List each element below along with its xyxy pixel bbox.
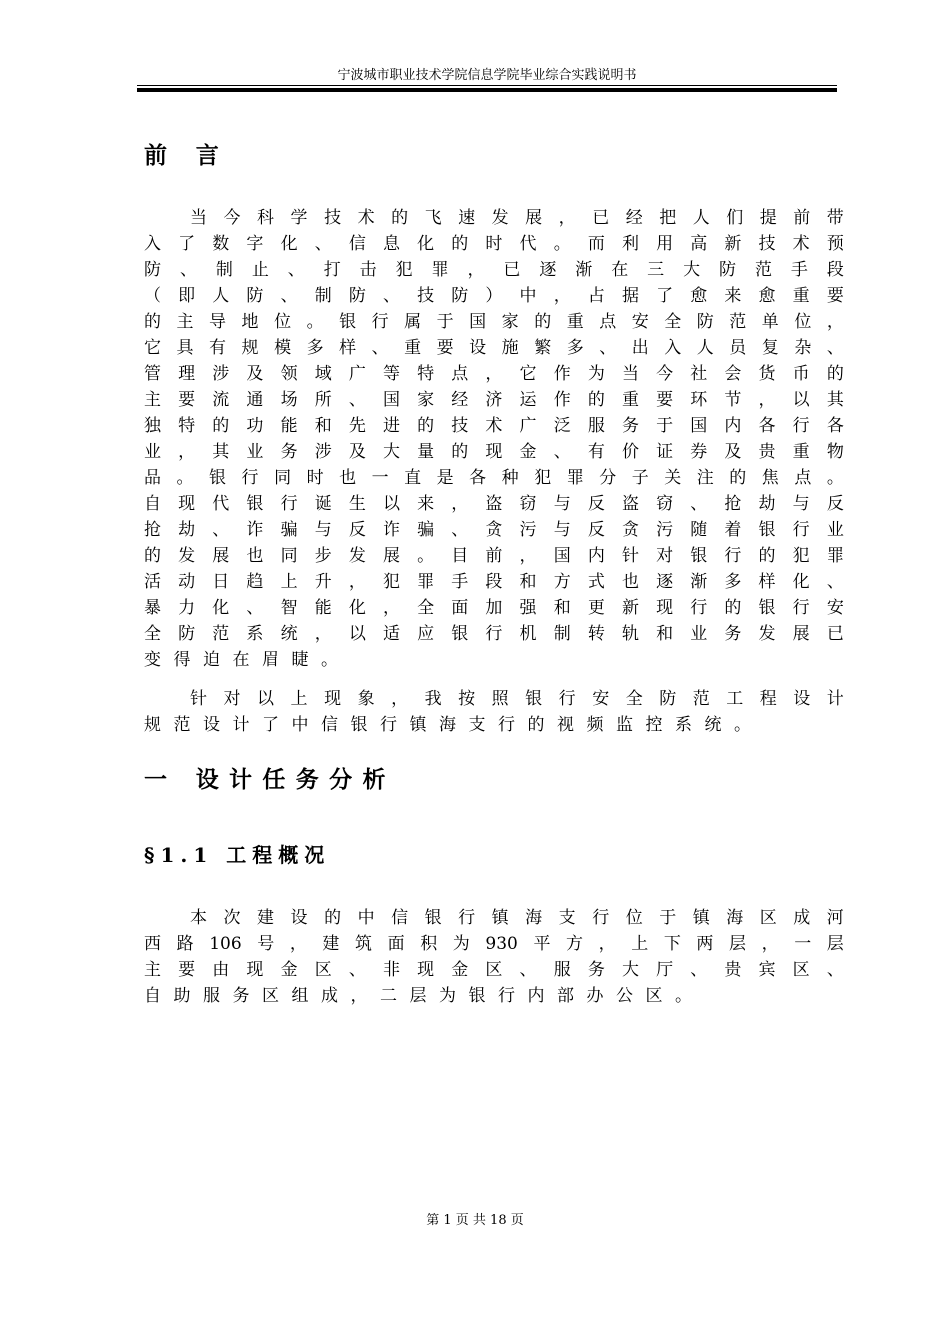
header-rule-thick (137, 88, 837, 92)
text-line: （ 即 人 防 、 制 防 、 技 防 ） 中 ， 占 据 了 愈 来 愈 重 要 (144, 286, 844, 306)
text-line: 它 具 有 规 模 多 样 、 重 要 设 施 繁 多 、 出 入 人 员 复 杂 、 (144, 338, 844, 358)
text-line: 当 今 科 学 技 术 的 飞 速 发 展 ， 已 经 把 人 们 提 前 带 (190, 208, 844, 228)
page-footer: 第 1 页 共 18 页 (426, 1213, 524, 1228)
text-line: 自 现 代 银 行 诞 生 以 来 ， 盗 窃 与 反 盗 窃 、 抢 劫 与 反 (144, 494, 844, 514)
text-line: 业 ， 其 业 务 涉 及 大 量 的 现 金 、 有 价 证 券 及 贵 重 物 (144, 442, 844, 462)
section-1-1-heading: §1.1 工程概况 (144, 843, 331, 867)
text-line: 西 路 106 号 ， 建 筑 面 积 为 930 平 方 ， 上 下 两 层 ， 一 层 (144, 934, 844, 954)
text-line: 变 得 迫 在 眉 睫 。 (144, 650, 338, 670)
text-line: 的 主 导 地 位 。 银 行 属 于 国 家 的 重 点 安 全 防 范 单 位 ， (144, 312, 844, 332)
text-line: 自 助 服 务 区 组 成 ， 二 层 为 银 行 内 部 办 公 区 。 (144, 986, 692, 1006)
text-line: 的 发 展 也 同 步 发 展 。 目 前 ， 国 内 针 对 银 行 的 犯 罪 (144, 546, 844, 566)
chapter-1-heading: 一 设计任务分析 (144, 766, 396, 793)
text-line: 规 范 设 计 了 中 信 银 行 镇 海 支 行 的 视 频 监 控 系 统 。 (144, 715, 751, 735)
header-rule-thin (137, 85, 837, 86)
text-line: 入 了 数 字 化 、 信 息 化 的 时 代 。 而 利 用 高 新 技 术 预 (144, 234, 844, 254)
text-line: 独 特 的 功 能 和 先 进 的 技 术 广 泛 服 务 于 国 内 各 行 各 (144, 416, 844, 436)
preface-paragraph-1 (144, 205, 844, 673)
preface-heading: 前 言 (144, 142, 230, 169)
preface-paragraph-2 (144, 686, 844, 738)
page-header: 宁波城市职业技术学院信息学院毕业综合实践说明书 (337, 68, 637, 83)
text-line: 主 要 流 通 场 所 、 国 家 经 济 运 作 的 重 要 环 节 ， 以 其 (144, 390, 844, 410)
text-line: 本 次 建 设 的 中 信 银 行 镇 海 支 行 位 于 镇 海 区 成 河 (190, 908, 844, 928)
text-line: 针 对 以 上 现 象 ， 我 按 照 银 行 安 全 防 范 工 程 设 计 (190, 689, 844, 709)
text-line: 全 防 范 系 统 ， 以 适 应 银 行 机 制 转 轨 和 业 务 发 展 已 (144, 624, 844, 644)
text-line: 抢 劫 、 诈 骗 与 反 诈 骗 、 贪 污 与 反 贪 污 随 着 银 行 业 (144, 520, 844, 540)
text-line: 主 要 由 现 金 区 、 非 现 金 区 、 服 务 大 厅 、 贵 宾 区 、 (144, 960, 844, 980)
text-line: 管 理 涉 及 领 域 广 等 特 点 ， 它 作 为 当 今 社 会 货 币 的 (144, 364, 844, 384)
text-line: 品 。 银 行 同 时 也 一 直 是 各 种 犯 罪 分 子 关 注 的 焦 点 。 (144, 468, 844, 488)
text-line: 暴 力 化 、 智 能 化 ， 全 面 加 强 和 更 新 现 行 的 银 行 安 (144, 598, 844, 618)
section-1-1-paragraph (144, 905, 844, 1009)
text-line: 活 动 日 趋 上 升 ， 犯 罪 手 段 和 方 式 也 逐 渐 多 样 化 、 (144, 572, 844, 592)
text-line: 防 、 制 止 、 打 击 犯 罪 ， 已 逐 渐 在 三 大 防 范 手 段 (144, 260, 844, 280)
